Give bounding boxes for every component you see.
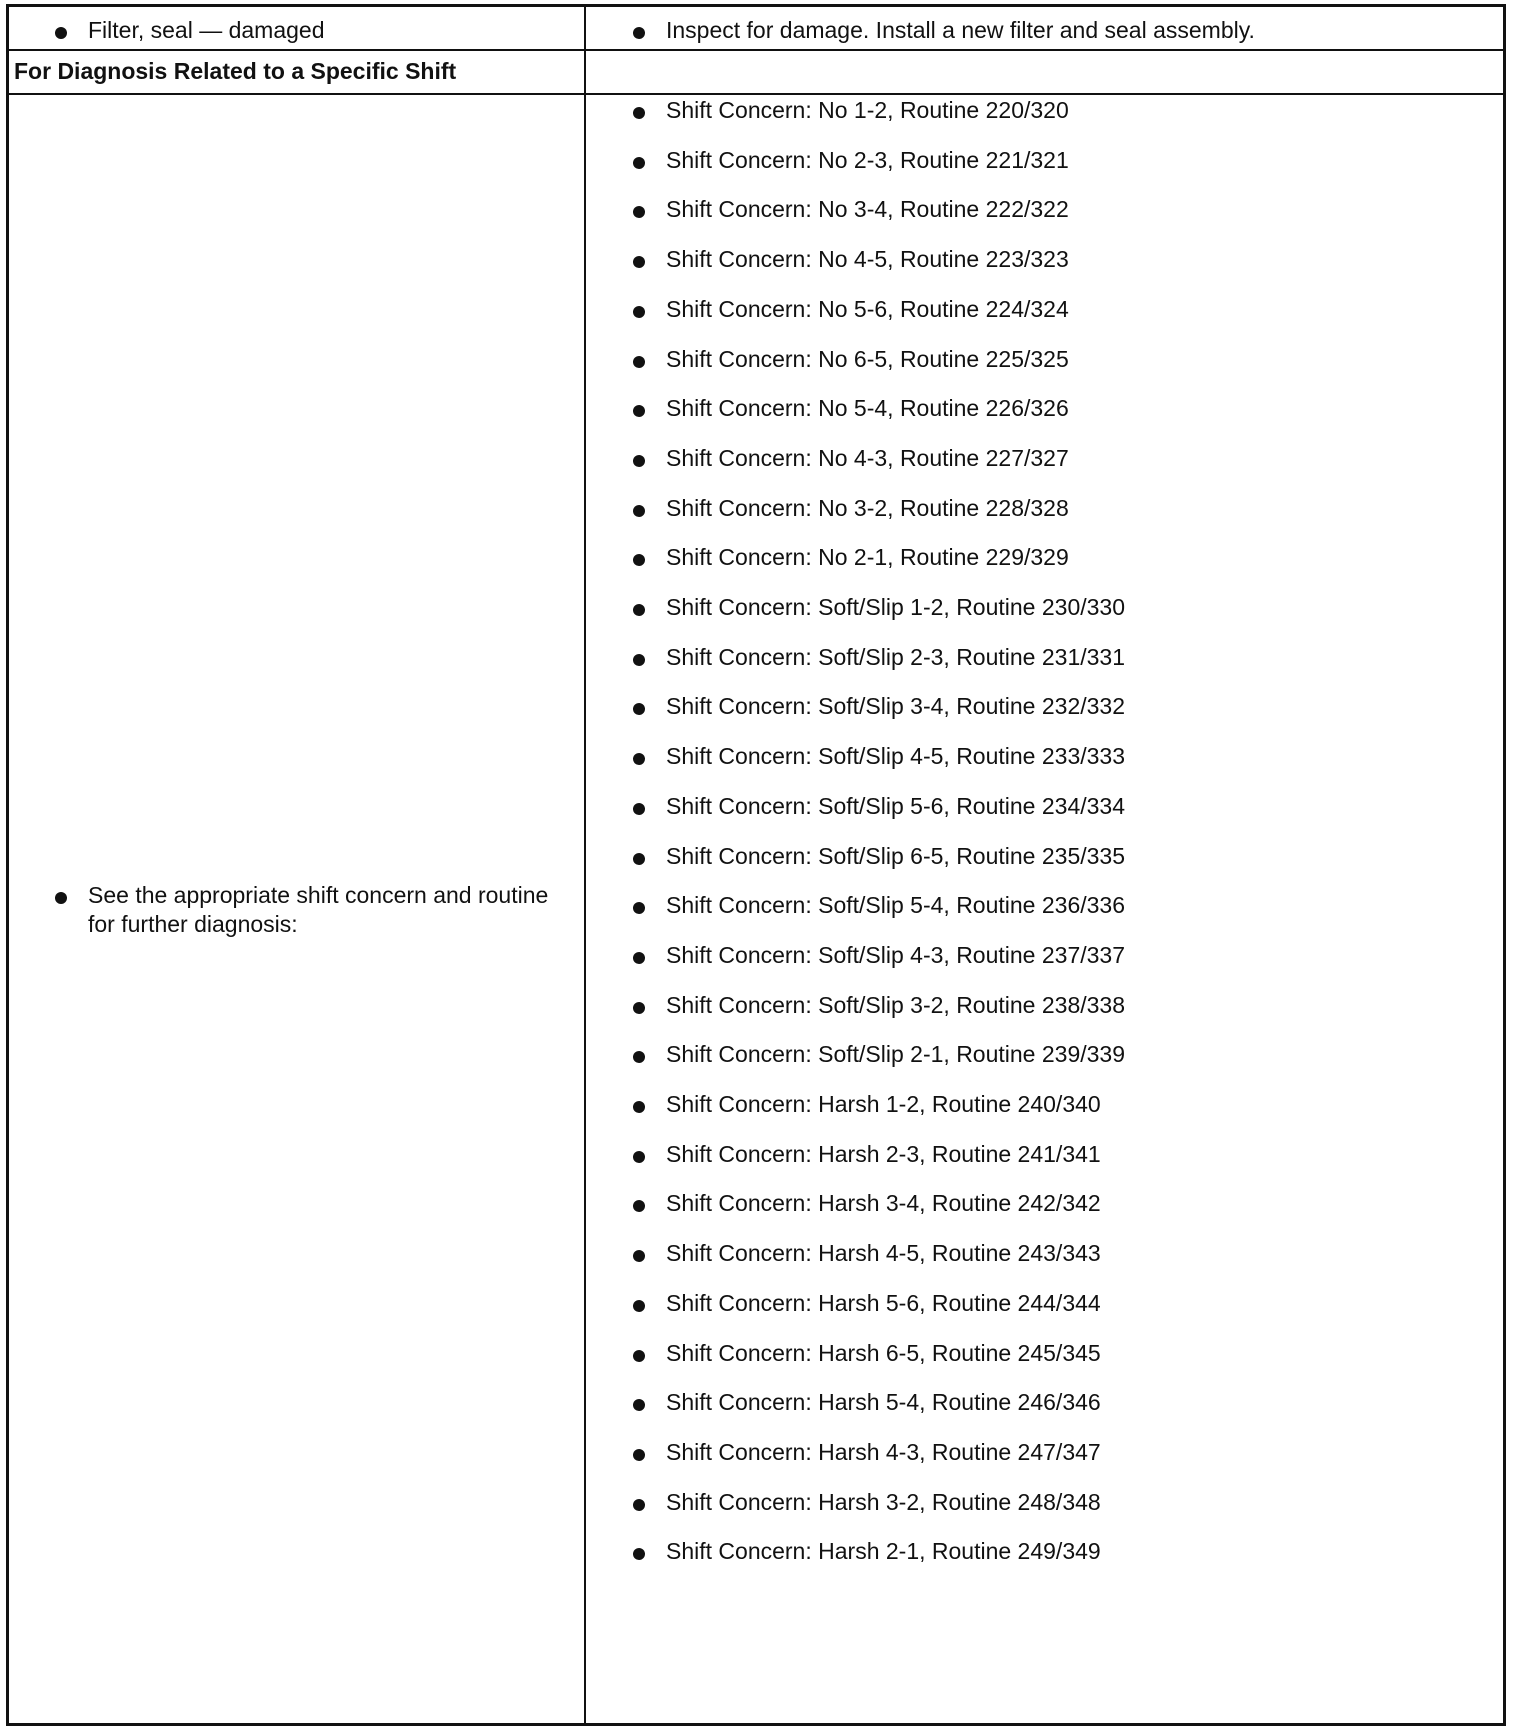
list-item: [586, 1089, 1503, 1119]
bullet-icon: [633, 455, 645, 467]
shift-concern-label: Shift Concern: No 4-5, Routine 223/323: [666, 246, 1069, 273]
shift-concern-label: Shift Concern: Harsh 4-5, Routine 243/343: [666, 1240, 1101, 1267]
bullet-icon: [633, 803, 645, 815]
bullet-icon: [633, 902, 645, 914]
list-item: [586, 1188, 1503, 1218]
section-heading-cell: [9, 51, 586, 93]
list-item: [586, 940, 1503, 970]
shift-concern-label: Shift Concern: Harsh 5-6, Routine 244/344: [666, 1289, 1101, 1316]
bullet-icon: [633, 1350, 645, 1362]
bullet-icon: [633, 654, 645, 666]
shift-concern-label: Shift Concern: No 4-3, Routine 227/327: [666, 444, 1069, 471]
bullet-icon: [633, 1101, 645, 1113]
shift-concern-label: Shift Concern: No 3-2, Routine 228/328: [666, 494, 1069, 521]
list-item: [586, 741, 1503, 771]
bullet-icon: [633, 1399, 645, 1411]
shift-concern-label: Shift Concern: Soft/Slip 2-1, Routine 239/339: [666, 1041, 1126, 1068]
list-item: [586, 1288, 1503, 1318]
bullet-icon: [633, 1548, 645, 1560]
list-item: [586, 890, 1503, 920]
shift-concern-label: Shift Concern: No 5-4, Routine 226/326: [666, 395, 1069, 422]
bullet-icon: [633, 157, 645, 169]
table-row-filter-seal: [9, 7, 1503, 51]
bullet-icon: [633, 405, 645, 417]
bullet-icon: [633, 27, 645, 39]
bullet-icon: [633, 206, 645, 218]
diagnosis-table: [6, 4, 1506, 1726]
list-item: [586, 542, 1503, 572]
bullet-icon: [633, 554, 645, 566]
list-item: [586, 990, 1503, 1020]
list-item: [586, 791, 1503, 821]
shift-concern-label: Shift Concern: Harsh 4-3, Routine 247/347: [666, 1438, 1101, 1465]
bullet-icon: [633, 703, 645, 715]
shift-concern-label: Shift Concern: Harsh 1-2, Routine 240/340: [666, 1091, 1101, 1117]
bullet-icon: [633, 853, 645, 865]
condition-text: Filter, seal — damaged: [88, 17, 325, 43]
list-item: [586, 1338, 1503, 1368]
shift-concern-label: Shift Concern: No 3-4, Routine 222/322: [666, 196, 1069, 223]
bullet-icon: [633, 1151, 645, 1163]
shift-concern-label: Shift Concern: Harsh 3-4, Routine 242/342: [666, 1190, 1101, 1217]
bullet-icon: [633, 753, 645, 765]
shift-concern-label: Shift Concern: Harsh 3-2, Routine 248/348: [666, 1488, 1101, 1515]
list-item: [586, 493, 1503, 523]
shift-concern-label: Shift Concern: Soft/Slip 3-2, Routine 238/338: [666, 991, 1126, 1018]
list-item: [586, 393, 1503, 423]
bullet-icon: [633, 356, 645, 368]
action-text: Inspect for damage. Install a new filter and seal assembly.: [666, 17, 1255, 43]
list-item: [586, 691, 1503, 721]
action-cell: [586, 7, 1503, 49]
list-item: [586, 642, 1503, 672]
bullet-icon: [633, 306, 645, 318]
shift-concern-label: Shift Concern: No 2-1, Routine 229/329: [666, 544, 1069, 571]
concern-list-cell: [586, 95, 1503, 1723]
empty-cell: [586, 51, 1503, 93]
shift-concern-label: Shift Concern: Soft/Slip 3-4, Routine 232/332: [666, 693, 1126, 720]
shift-concern-label: Shift Concern: Soft/Slip 2-3, Routine 231/331: [666, 643, 1126, 670]
list-item: [586, 344, 1503, 374]
list-item: [586, 294, 1503, 324]
shift-concern-label: Shift Concern: Harsh 2-3, Routine 241/341: [666, 1140, 1101, 1167]
shift-concern-label: Shift Concern: No 2-3, Routine 221/321: [666, 146, 1069, 173]
shift-concern-label: Shift Concern: Harsh 2-1, Routine 249/349: [666, 1538, 1101, 1565]
bullet-icon: [633, 1449, 645, 1461]
list-item: [586, 194, 1503, 224]
list-item: [586, 841, 1503, 871]
shift-concern-label: Shift Concern: Harsh 6-5, Routine 245/345: [666, 1339, 1101, 1366]
shift-concern-label: Shift Concern: Soft/Slip 1-2, Routine 230/330: [666, 594, 1126, 620]
condition-cell: [9, 7, 586, 49]
bullet-icon: [55, 892, 67, 904]
bullet-icon: [633, 505, 645, 517]
list-item: [586, 1139, 1503, 1169]
list-item: [586, 1238, 1503, 1268]
list-item: [586, 1536, 1503, 1566]
instruction-cell: [9, 95, 586, 1723]
instruction-text: See the appropriate shift concern and routine for further diagnosis:: [88, 882, 549, 937]
list-item: [586, 443, 1503, 473]
bullet-icon: [633, 1499, 645, 1511]
shift-concern-label: Shift Concern: Soft/Slip 4-3, Routine 237/337: [666, 941, 1126, 968]
bullet-icon: [633, 604, 645, 616]
shift-concern-label: Shift Concern: Soft/Slip 5-4, Routine 236/336: [666, 892, 1126, 919]
shift-concern-label: Shift Concern: Soft/Slip 6-5, Routine 235/335: [666, 842, 1126, 869]
shift-concern-label: Shift Concern: Harsh 5-4, Routine 246/346: [666, 1389, 1101, 1416]
section-heading: For Diagnosis Related to a Specific Shift: [14, 58, 457, 84]
table-row-specific-shift: [9, 95, 1503, 1723]
table-row-section-heading: [9, 51, 1503, 95]
list-item: [586, 244, 1503, 274]
bullet-icon: [633, 107, 645, 119]
bullet-icon: [633, 1300, 645, 1312]
list-item: [586, 1487, 1503, 1517]
bullet-icon: [633, 1250, 645, 1262]
list-item: [586, 1387, 1503, 1417]
bullet-icon: [633, 1002, 645, 1014]
list-item: [586, 1039, 1503, 1069]
shift-concern-label: Shift Concern: No 1-2, Routine 220/320: [666, 97, 1069, 123]
list-item: [586, 1437, 1503, 1467]
list-item: [586, 592, 1503, 622]
bullet-icon: [633, 1200, 645, 1212]
shift-concern-label: Shift Concern: Soft/Slip 5-6, Routine 234/334: [666, 792, 1126, 819]
bullet-icon: [633, 1051, 645, 1063]
shift-concern-label: Shift Concern: No 5-6, Routine 224/324: [666, 295, 1069, 322]
shift-concern-label: Shift Concern: Soft/Slip 4-5, Routine 233/333: [666, 743, 1126, 770]
shift-concern-label: Shift Concern: No 6-5, Routine 225/325: [666, 345, 1069, 372]
list-item: [586, 95, 1503, 125]
bullet-icon: [633, 952, 645, 964]
list-item: [586, 145, 1503, 175]
bullet-icon: [55, 27, 67, 39]
bullet-icon: [633, 256, 645, 268]
